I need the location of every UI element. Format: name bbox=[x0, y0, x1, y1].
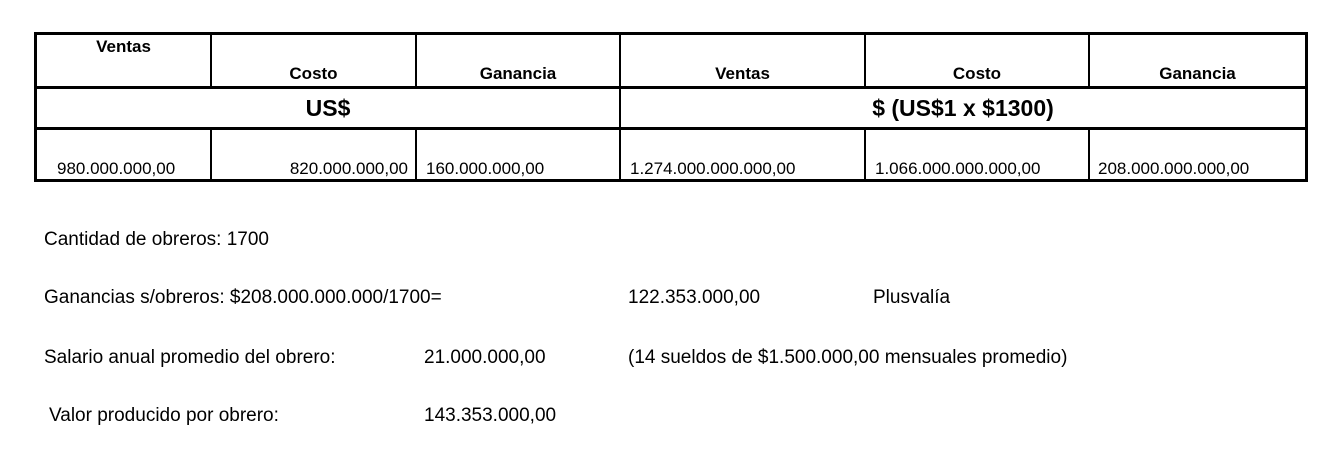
group-label-usd: US$ bbox=[305, 95, 351, 121]
value-ganancia-ars: 208.000.000.000,00 bbox=[1098, 159, 1250, 178]
valor-label: Valor producido por obrero: bbox=[49, 405, 279, 426]
header-costo-ars: Costo bbox=[952, 64, 1002, 83]
value-ventas-usd: 980.000.000,00 bbox=[57, 159, 176, 178]
salario-value: 21.000.000,00 bbox=[424, 347, 546, 368]
value-ganancia-usd: 160.000.000,00 bbox=[426, 159, 545, 178]
ganancias-label: Ganancias s/obreros: $208.000.000.000/1700= bbox=[44, 287, 442, 308]
obreros-line: Cantidad de obreros: 1700 bbox=[44, 229, 269, 250]
header-ventas-ars: Ventas bbox=[715, 64, 770, 83]
value-costo-ars: 1.066.000.000.000,00 bbox=[875, 159, 1041, 178]
header-ventas-usd: Ventas bbox=[96, 37, 151, 56]
salario-detail: (14 sueldos de $1.500.000,00 mensuales promedio) bbox=[628, 347, 1068, 368]
header-ganancia-ars: Ganancia bbox=[1159, 64, 1236, 83]
group-label-ars: $ (US$1 x $1300) bbox=[872, 95, 1054, 121]
header-costo-usd: Costo bbox=[289, 64, 338, 83]
header-ganancia-usd: Ganancia bbox=[479, 64, 557, 83]
ganancias-value: 122.353.000,00 bbox=[628, 287, 761, 308]
salario-label: Salario anual promedio del obrero: bbox=[44, 347, 336, 368]
valor-value: 143.353.000,00 bbox=[424, 405, 557, 426]
value-costo-usd: 820.000.000,00 bbox=[289, 159, 408, 178]
value-ventas-ars: 1.274.000.000.000,00 bbox=[630, 159, 796, 178]
plusvalia-tag: Plusvalía bbox=[873, 287, 951, 308]
